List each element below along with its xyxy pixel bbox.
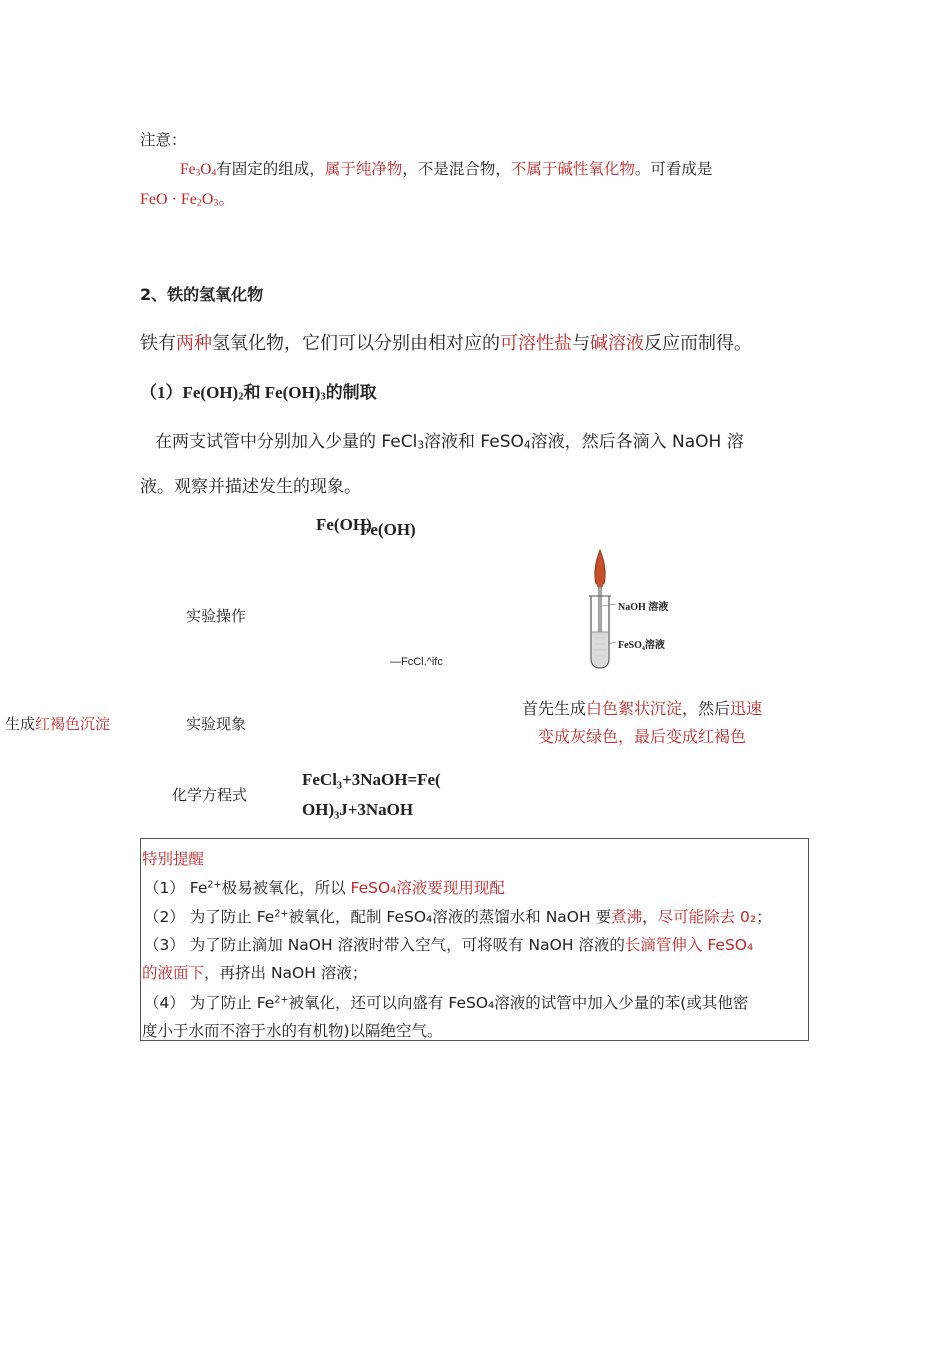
reminder-4-sup: 2+ (274, 994, 289, 1006)
reminder-2-text-b: 被氧化，配制 FeSO₄溶液的蒸馏水和 NaOH 要 (288, 908, 612, 926)
phenomenon-left (5, 713, 111, 733)
intro-soluble-salt: 可溶性盐 (500, 333, 572, 354)
fe2o3-sub-2: 3 (213, 197, 219, 209)
reminder-1-text-a: （1） Fe (144, 879, 208, 897)
phenomenon-left-text: 生成 (5, 715, 36, 733)
note-pure-substance: 属于纯净物 (324, 160, 403, 178)
section-intro (140, 329, 752, 355)
reminder-3-red-1: 长滴管伸入 FeSO₄ (624, 936, 754, 954)
phenomenon-white-precipitate: 白色絮状沉淀 (586, 699, 683, 718)
phenomenon-right-line-1 (522, 696, 762, 719)
fecl3-tube-label: —FcCl.^ifc (390, 656, 443, 668)
row-label-phenomenon: 实验现象 (186, 715, 247, 733)
reminder-item-3-line-2 (142, 961, 367, 983)
fe2o3-sub-1: 2 (196, 197, 202, 209)
tube-label-feso4: FeSO₄溶液 (618, 640, 665, 651)
procedure-sub-1: 3 (417, 439, 425, 452)
intro-text-2: 氢氧化物，它们可以分别由相对应的 (212, 333, 500, 354)
reminder-4-text-b: 被氧化，还可以向盛有 FeSO₄溶液的试管中加入少量的苯(或其他密 (288, 994, 749, 1012)
row-label-equation: 化学方程式 (172, 786, 248, 804)
subheading-post: 的制取 (325, 383, 377, 402)
table-header-feoh3: Fe(OH) (360, 520, 416, 539)
feo-fe: FeO · Fe (140, 191, 197, 208)
table-header-feoh2: Fe(OH) (316, 515, 372, 534)
subheading-pre: （1）Fe(OH) (140, 383, 239, 402)
procedure-text-c: 溶液，然后各滴入 NaOH 溶 (530, 432, 744, 452)
reminder-item-3 (144, 933, 753, 955)
phenomenon-right-text-a: 首先生成 (522, 699, 587, 718)
procedure-text-a: 在两支试管中分别加入少量的 FeCl (155, 432, 418, 452)
equation-line-2: OH)₃J+3NaOH (302, 800, 414, 819)
procedure-line-1 (155, 427, 744, 452)
note-line-2 (140, 186, 234, 209)
intro-text-3: 与 (572, 333, 590, 354)
phenomenon-rapidly: 迅速 (730, 699, 763, 718)
fe3o4-sub-1: 3 (195, 167, 201, 179)
subheading-sub-1: 2 (238, 391, 244, 403)
reminder-3-red-2: 的液面下 (142, 964, 205, 982)
equation-line-1: FeCl₃+3NaOH=Fe( (302, 770, 441, 789)
test-tube-illustration (588, 546, 688, 672)
reminder-4-text-a: （4） 为了防止 Fe (144, 994, 275, 1012)
reminder-1-sup: 2+ (207, 879, 222, 891)
reminder-item-2 (144, 905, 772, 927)
intro-two-kinds: 两种 (176, 333, 212, 354)
note-text-3: 。可看成是 (634, 160, 713, 178)
reminder-2-end: ； (756, 908, 772, 926)
reminder-3-text-b: ，再挤出 NaOH 溶液； (204, 964, 368, 982)
reminder-2-comma: ， (642, 908, 658, 926)
reminder-item-4 (144, 991, 748, 1013)
fe3o4-o: O (200, 161, 212, 178)
reminder-2-text-a: （2） 为了防止 Fe (144, 908, 275, 926)
intro-text-4: 反应而制得。 (644, 333, 752, 354)
reminder-2-boil: 煮沸 (611, 908, 643, 926)
fe3o4-fe: Fe (180, 161, 196, 178)
reminder-item-1 (144, 876, 505, 898)
procedure-text-b: 溶液和 FeSO (424, 432, 524, 452)
fe3o4-sub-2: 4 (211, 167, 217, 179)
subheading-mid: 和 Fe(OH) (243, 383, 321, 402)
reminder-title: 特别提醒 (142, 850, 205, 868)
intro-alkali: 碱溶液 (590, 333, 644, 354)
reminder-1-text-b: 极易被氧化，所以 (221, 879, 351, 897)
tube-label-naoh: NaOH 溶液 (618, 602, 669, 613)
note-text-1: 有固定的组成， (216, 160, 325, 178)
reminder-item-4-line-2: 度小于水而不溶于水的有机物)以隔绝空气。 (142, 1022, 443, 1040)
reminder-1-red: FeSO₄溶液要现用现配 (350, 879, 505, 897)
reminder-3-text-a: （3） 为了防止滴加 NaOH 溶液时带入空气，可将吸有 NaOH 溶液的 (144, 936, 625, 954)
section-heading: 2、铁的氢氧化物 (140, 285, 264, 304)
note-label: 注意： (140, 131, 187, 149)
row-label-operation: 实验操作 (186, 607, 247, 625)
reminder-2-remove-o2: 尽可能除去 0₂ (657, 908, 757, 926)
phenomenon-red-brown: 红褐色沉淀 (35, 715, 111, 733)
subheading-sub-2: 3 (320, 391, 326, 403)
reminder-2-sup: 2+ (274, 908, 289, 920)
note-end: 。 (218, 191, 235, 208)
phenomenon-right-line-2: 变成灰绿色，最后变成红褐色 (538, 727, 747, 746)
fe2o3-o: O (201, 191, 214, 208)
note-not-basic-oxide: 不属于碱性氧化物 (510, 160, 635, 178)
note-line-1 (180, 157, 712, 179)
procedure-sub-2: 4 (523, 439, 531, 452)
intro-text-1: 铁有 (140, 333, 176, 354)
note-text-2: ，不是混合物， (402, 160, 511, 178)
phenomenon-right-text-b: ，然后 (682, 699, 731, 718)
special-reminder-box (140, 838, 809, 1041)
procedure-line-2: 液。观察并描述发生的现象。 (140, 477, 361, 497)
subheading (140, 378, 377, 403)
